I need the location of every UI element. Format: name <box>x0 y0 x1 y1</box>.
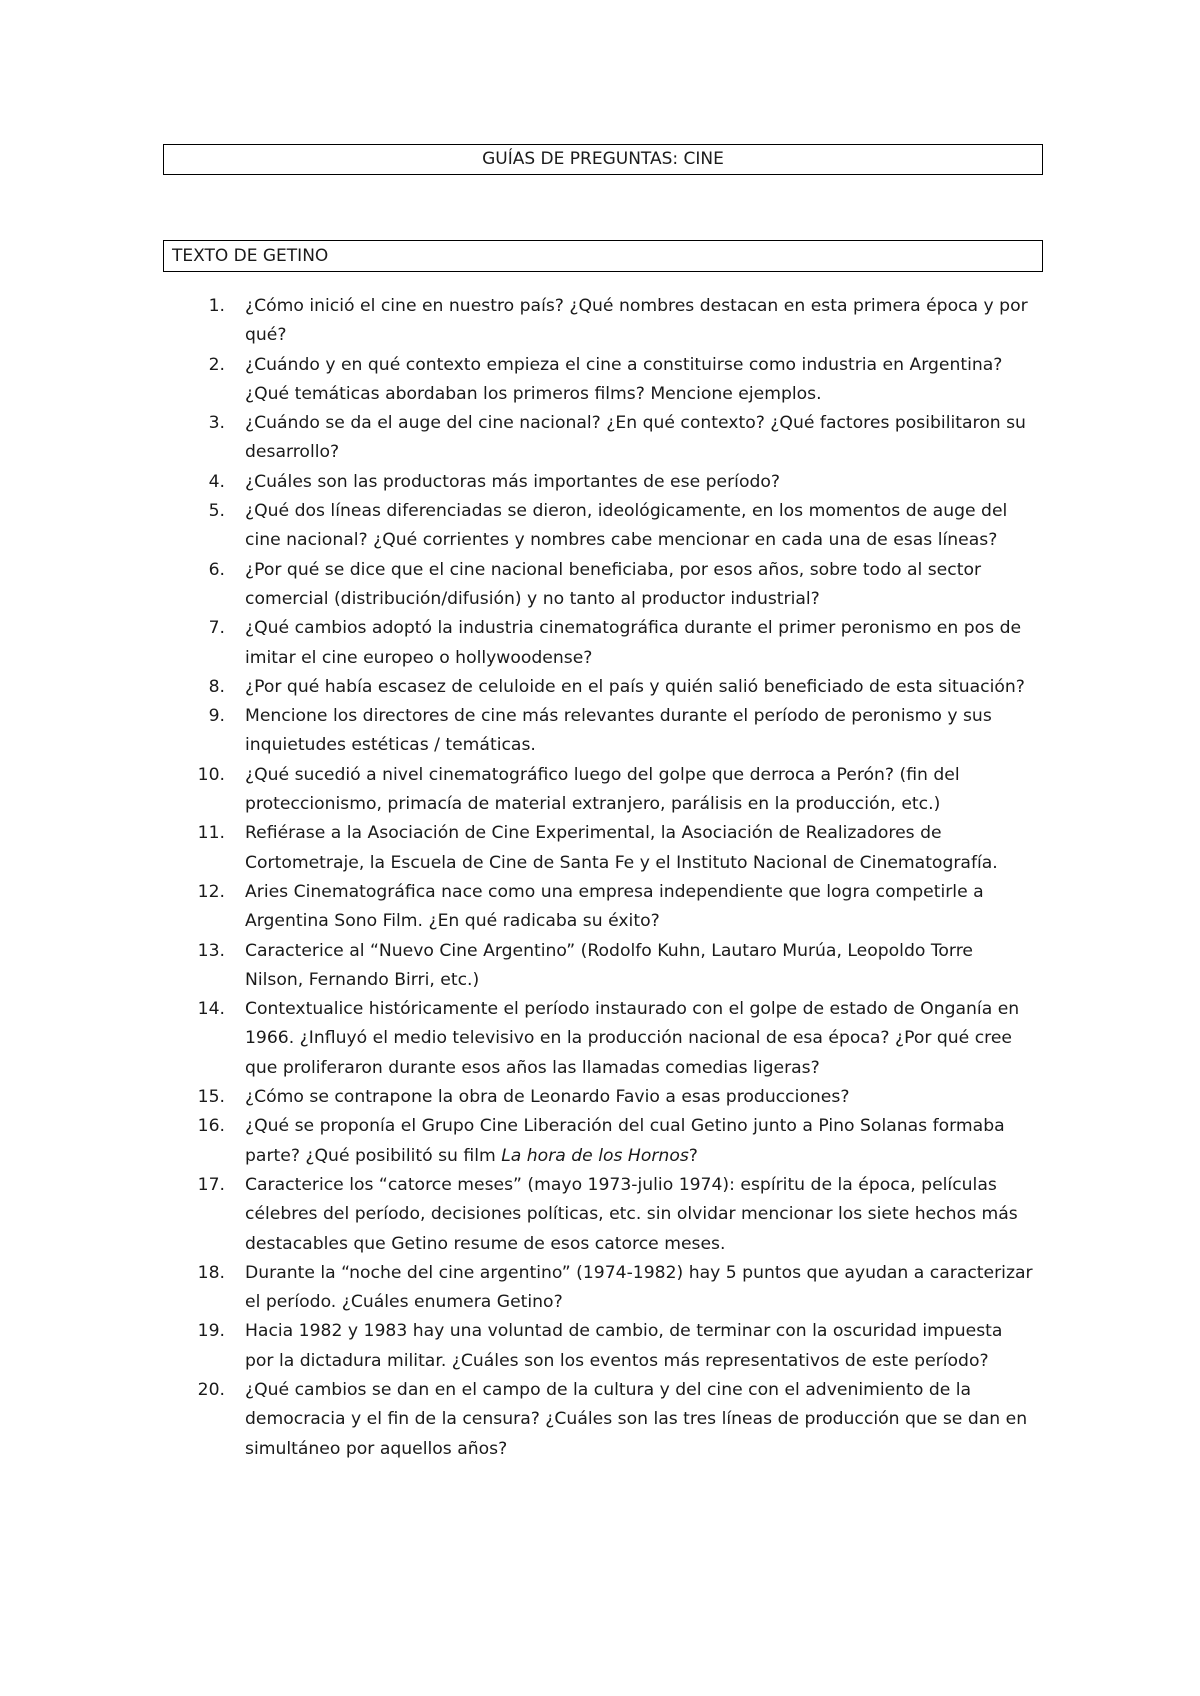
question-text: ¿Cuándo se da el auge del cine nacional? ¿En qué contexto? ¿Qué factores posibilitaron su desarrollo? <box>245 413 1026 463</box>
film-title: La hora de los Hornos <box>501 1145 689 1166</box>
question-text <box>245 1112 1035 1171</box>
question-text: ¿Cuándo y en qué contexto empieza el cine a constituirse como industria en Argentina? ¿Qué temáticas abordaban los primeros films? Mencione ejemplos. <box>245 354 1003 404</box>
question-item <box>0 937 1035 996</box>
question-text: Refiérase a la Asociación de Cine Experimental, la Asociación de Realizadores de Cortometraje, la Escuela de Cine de Santa Fe y el Instituto Nacional de Cinematografía. <box>245 823 998 873</box>
question-text-part: ? <box>688 1145 698 1166</box>
question-text: Caracterice los “catorce meses” (mayo 1973-julio 1974): espíritu de la época, películas célebres del período, decisiones políticas, etc. sin olvidar mencionar los siete hechos más destacables que Getino resume de esos catorce meses. <box>245 1174 1018 1254</box>
question-item <box>0 702 1035 761</box>
question-item <box>0 1259 1035 1318</box>
question-number: 6 . <box>175 556 225 585</box>
question-number: 9 . <box>175 702 225 731</box>
question-number: 11 . <box>175 819 225 848</box>
question-item <box>0 995 1035 1083</box>
question-number: 4 . <box>175 468 225 497</box>
question-text: ¿Qué dos líneas diferenciadas se dieron, ideológicamente, en los momentos de auge del cine nacional? ¿Qué corrientes y nombres cabe mencionar en cada una de esas líneas? <box>245 501 1008 551</box>
question-item <box>0 673 1035 702</box>
question-number: 3 . <box>175 409 225 438</box>
question-text: ¿Qué cambios se dan en el campo de la cultura y del cine con el advenimiento de la democracia y el fin de la censura? ¿Cuáles son las tres líneas de producción que se dan en simultáneo por aquellos años? <box>245 1379 1028 1459</box>
question-text: Aries Cinematográfica nace como una empresa independiente que logra competirle a Argentina Sono Film. ¿En qué radicaba su éxito? <box>245 881 984 932</box>
question-text: ¿Por qué se dice que el cine nacional beneficiaba, por esos años, sobre todo al sector comercial (distribución/difusión) y no tanto al productor industrial? <box>245 559 982 609</box>
question-item <box>0 497 1035 556</box>
question-number: 14 . <box>175 995 225 1024</box>
question-text: ¿Qué cambios adoptó la industria cinematográfica durante el primer peronismo en pos de imitar el cine europeo o hollywoodense? <box>245 618 1022 668</box>
question-item <box>0 1317 1035 1376</box>
question-number: 5 . <box>175 497 225 526</box>
question-item <box>0 761 1035 820</box>
question-number: 17 . <box>175 1171 225 1200</box>
question-list <box>0 292 1200 1464</box>
question-text: Durante la “noche del cine argentino” (1974-1982) hay 5 puntos que ayudan a caracterizar el período. ¿Cuáles enumera Getino? <box>245 1262 1033 1313</box>
question-item <box>0 819 1035 878</box>
question-item <box>0 351 1035 410</box>
question-text: ¿Qué sucedió a nivel cinematográfico luego del golpe que derroca a Perón? (fin del proteccionismo, primacía de material extranjero, parálisis en la producción, etc.) <box>245 764 960 815</box>
question-text: ¿Cómo inició el cine en nuestro país? ¿Qué nombres destacan en esta primera época y por qué? <box>245 296 1028 346</box>
question-item <box>0 1376 1035 1464</box>
question-text: ¿Cómo se contrapone la obra de Leonardo Favio a esas producciones? <box>245 1087 850 1108</box>
question-text: ¿Cuáles son las productoras más importantes de ese período? <box>245 471 781 492</box>
question-item <box>0 468 1035 497</box>
question-text: ¿Por qué había escasez de celuloide en el país y quién salió beneficiado de esta situación? <box>245 676 1025 697</box>
question-number: 19 . <box>175 1317 225 1346</box>
question-number: 7 . <box>175 614 225 643</box>
question-item <box>0 614 1035 673</box>
question-item <box>0 1112 1035 1171</box>
question-number: 8 . <box>175 673 225 702</box>
question-item <box>0 556 1035 615</box>
question-text-part: ¿Qué se proponía el Grupo Cine Liberación del cual Getino junto a Pino Solanas formaba parte? ¿Qué posibilitó su film <box>245 1116 1005 1166</box>
question-text: Caracterice al “Nuevo Cine Argentino” (Rodolfo Kuhn, Lautaro Murúa, Leopoldo Torre Nilson, Fernando Birri, etc.) <box>245 940 973 990</box>
question-number: 20 . <box>175 1376 225 1405</box>
question-text: Mencione los directores de cine más relevantes durante el período de peronismo y sus inquietudes estéticas / temáticas. <box>245 706 992 756</box>
question-number: 12 . <box>175 878 225 907</box>
question-item <box>0 409 1035 468</box>
question-number: 2 . <box>175 351 225 380</box>
question-number: 18 . <box>175 1259 225 1288</box>
section-heading: TEXTO DE GETINO <box>163 240 1043 272</box>
question-number: 16 . <box>175 1112 225 1141</box>
question-item <box>0 292 1035 351</box>
question-item <box>0 1171 1035 1259</box>
document-title: GUÍAS DE PREGUNTAS: CINE <box>163 144 1043 175</box>
question-text: Contextualice históricamente el período instaurado con el golpe de estado de Onganía en 1966. ¿Influyó el medio televisivo en la producción nacional de esa época? ¿Por qué cree que proliferaron durante esos años las llamadas comedias ligeras? <box>245 999 1020 1078</box>
question-item <box>0 878 1035 937</box>
question-item <box>0 1083 1035 1112</box>
question-number: 1 . <box>175 292 225 321</box>
question-number: 10 . <box>175 761 225 790</box>
question-number: 15 . <box>175 1083 225 1112</box>
question-text: Hacia 1982 y 1983 hay una voluntad de cambio, de terminar con la oscuridad impuesta por la dictadura militar. ¿Cuáles son los eventos más representativos de este período? <box>245 1321 1003 1371</box>
question-number: 13 . <box>175 937 225 966</box>
